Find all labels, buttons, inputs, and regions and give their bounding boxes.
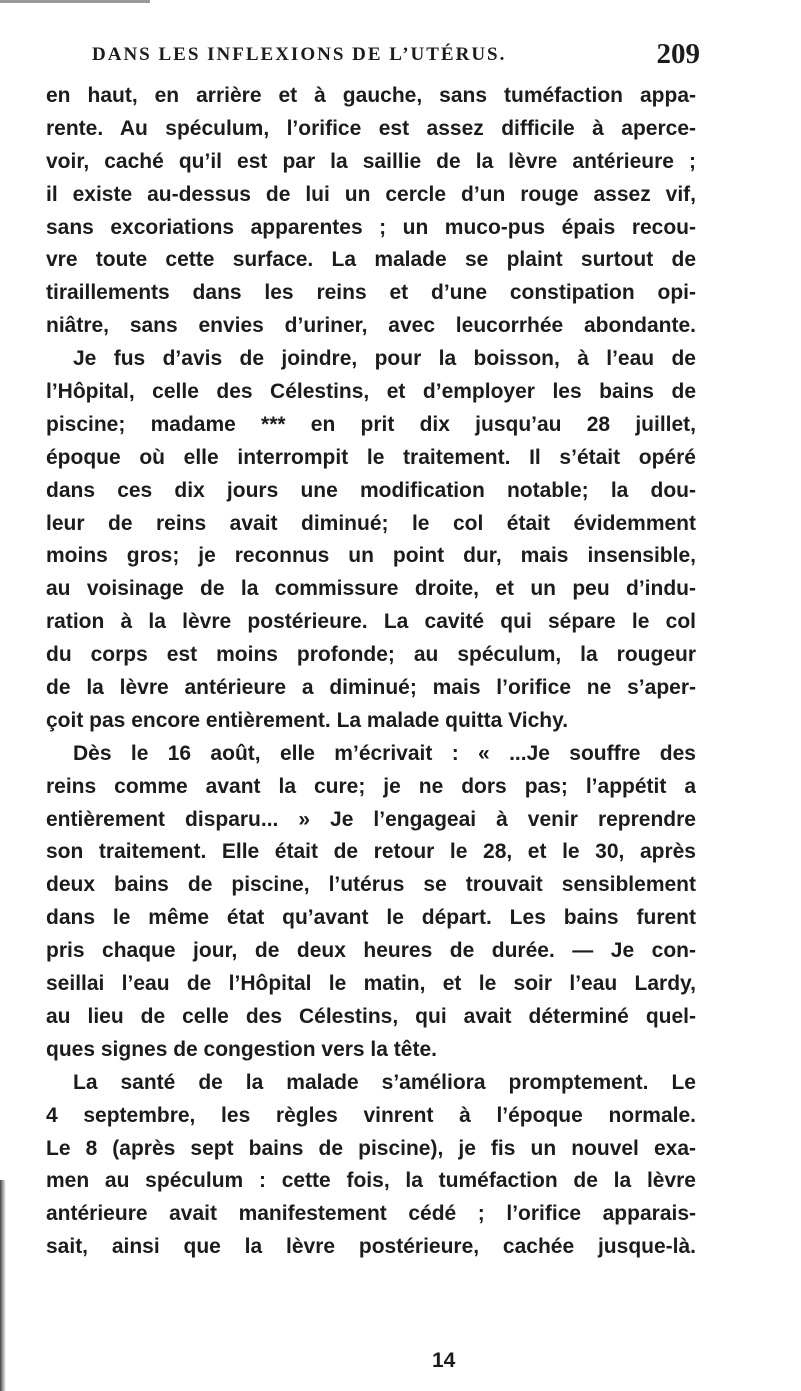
text-line: antérieure avait manifestement cédé ; l’orifice apparais- <box>46 1202 696 1226</box>
text-line: sait, ainsi que la lèvre postérieure, cachée jusque-là. <box>46 1235 696 1259</box>
text-line: pris chaque jour, de deux heures de durée. — Je con- <box>46 939 696 963</box>
running-head: DANS LES INFLEXIONS DE L’UTÉRUS. <box>92 44 507 65</box>
text-line: leur de reins avait diminué; le col était évidemment <box>46 511 696 535</box>
text-line: Le 8 (après sept bains de piscine), je fis un nouvel exa- <box>46 1136 696 1160</box>
text-line: Je fus d’avis de joindre, pour la boisson, à l’eau de <box>73 347 696 371</box>
page-header <box>92 38 700 74</box>
signature-mark: 14 <box>432 1349 456 1372</box>
text-line: époque où elle interrompit le traitement. Il s’était opéré <box>46 445 696 469</box>
text-line: vre toute cette surface. La malade se plaint surtout de <box>46 248 696 272</box>
text-line: du corps est moins profonde; au spéculum, la rougeur <box>46 643 696 667</box>
text-line: moins gros; je reconnus un point dur, mais insensible, <box>46 544 696 568</box>
text-line: tiraillements dans les reins et d’une constipation opi- <box>46 281 696 305</box>
text-line: reins comme avant la cure; je ne dors pas; l’appétit a <box>46 774 696 798</box>
scan-edge-top <box>0 0 150 3</box>
text-line: l’Hôpital, celle des Célestins, et d’employer les bains de <box>46 380 696 404</box>
text-line: entièrement disparu... » Je l’engageai à venir reprendre <box>46 807 696 831</box>
text-line: son traitement. Elle était de retour le 28, et le 30, après <box>46 840 696 864</box>
text-line: de la lèvre antérieure a diminué; mais l’orifice ne s’aper- <box>46 676 696 700</box>
text-line: ration à la lèvre postérieure. La cavité qui sépare le col <box>46 610 696 634</box>
text-line: en haut, en arrière et à gauche, sans tuméfaction appa- <box>46 84 696 107</box>
text-line: ques signes de congestion vers la tête. <box>46 1037 437 1061</box>
text-line: Dès le 16 août, elle m’écrivait : « ...Je souffre des <box>73 741 696 765</box>
text-line: çoit pas encore entièrement. La malade quitta Vichy. <box>46 708 569 732</box>
body-text <box>46 80 696 1264</box>
text-line: rente. Au spéculum, l’orifice est assez difficile à aperce- <box>46 116 696 140</box>
text-line: au lieu de celle des Célestins, qui avait déterminé quel- <box>46 1004 696 1028</box>
text-line: niâtre, sans envies d’uriner, avec leucorrhée abondante. <box>46 314 696 338</box>
text-line: La santé de la malade s’améliora promptement. Le <box>73 1070 696 1094</box>
text-line: voir, caché qu’il est par la saillie de la lèvre antérieure ; <box>46 149 696 173</box>
text-line: il existe au-dessus de lui un cercle d’un rouge assez vif, <box>46 182 696 206</box>
text-line: piscine; madame *** en prit dix jusqu’au 28 juillet, <box>46 412 696 436</box>
text-line: 4 septembre, les règles vinrent à l’époque normale. <box>46 1103 696 1127</box>
text-line: au voisinage de la commissure droite, et un peu d’indu- <box>46 577 696 601</box>
text-line: sans excoriations apparentes ; un muco-pus épais recou- <box>46 215 696 239</box>
scan-edge-left <box>0 1180 6 1391</box>
text-line: men au spéculum : cette fois, la tuméfaction de la lèvre <box>46 1169 696 1193</box>
text-line: dans ces dix jours une modification notable; la dou- <box>46 478 696 502</box>
text-line: dans le même état qu’avant le départ. Les bains furent <box>46 906 696 930</box>
page-number: 209 <box>656 38 700 70</box>
text-line: seillai l’eau de l’Hôpital le matin, et le soir l’eau Lardy, <box>46 972 696 996</box>
text-line: deux bains de piscine, l’utérus se trouvait sensiblement <box>46 873 696 897</box>
